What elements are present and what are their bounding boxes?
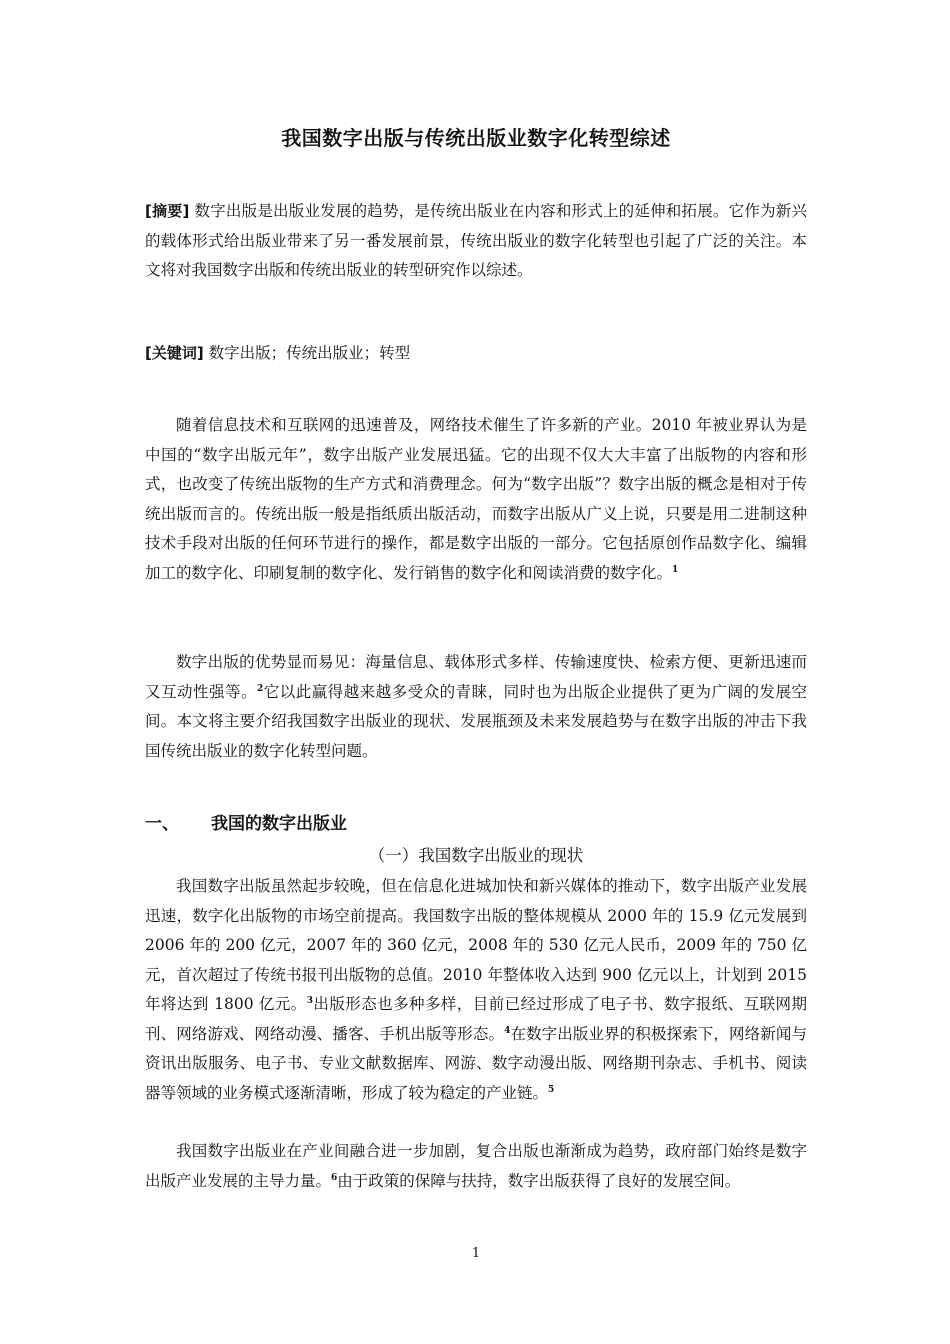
- abstract-label: [摘要]: [145, 202, 190, 220]
- keywords-paragraph: [145, 339, 807, 369]
- footnote-ref-4[interactable]: 4: [504, 1025, 511, 1036]
- footnote-ref-3[interactable]: 3: [306, 995, 313, 1006]
- footnote-ref-1[interactable]: 1: [672, 564, 679, 575]
- section-heading-1: [145, 811, 807, 837]
- intro-paragraph-1-text: 随着信息技术和互联网的迅速普及，网络技术催生了许多新的产业。2010 年被业界认为是中国的“数字出版元年”，数字出版产业发展迅猛。它的出现不仅大大丰富了出版物的内容和形式，也改变了传统出版物的生产方式和消费理念。何为“数字出版”？数字出版的概念是相对于传统出版而言的。传统出版一般是指纸质出版活动，而数字出版从广义上说，只要是用二进制这种技术手段对出版的任何环节进行的操作，都是数字出版的一部分。它包括原创作品数字化、编辑加工的数字化、印刷复制的数字化、发行销售的数字化和阅读消费的数字化。: [145, 416, 807, 582]
- section-title: 我国的数字出版业: [211, 814, 347, 834]
- body-paragraph-2: [145, 1137, 807, 1196]
- subsection-heading-1: （一）我国数字出版业的现状: [368, 846, 584, 865]
- abstract-text: 数字出版是出版业发展的趋势，是传统出版业在内容和形式上的延伸和拓展。它作为新兴的载体形式给出版业带来了另一番发展前景，传统出版业的数字化转型也引起了广泛的关注。本文将对我国数字出版和传统出版业的转型研究作以综述。: [145, 202, 807, 279]
- footnote-ref-2[interactable]: 2: [256, 683, 264, 694]
- keywords-text: 数字出版；传统出版业；转型: [203, 344, 411, 362]
- section-number: 一、: [145, 814, 179, 834]
- footnote-ref-6[interactable]: 6: [331, 1172, 338, 1183]
- body-paragraph-2-text-a: 我国数字出版业在产业间融合进一步加剧，复合出版也渐渐成为趋势，政府部门始终是数字出版产业发展的主导力量。: [145, 1142, 807, 1190]
- abstract-paragraph: [145, 197, 807, 286]
- body-paragraph-1: [145, 872, 807, 1108]
- document-title: 我国数字出版与传统出版业数字化转型综述: [281, 126, 671, 150]
- body-paragraph-1-text-c: 在数字出版业界的积极探索下，网络新闻与资讯出版服务、电子书、专业文献数据库、网游、数字动漫出版、网络期刊杂志、手机书、阅读器等领域的业务模式逐渐清晰，形成了较为稳定的产业链。: [145, 1024, 807, 1102]
- body-paragraph-2-text-b: 由于政策的保障与扶持，数字出版获得了良好的发展空间。: [337, 1171, 741, 1190]
- keywords-label: [关键词]: [145, 344, 204, 362]
- footnote-ref-5[interactable]: 5: [548, 1084, 555, 1095]
- intro-paragraph-2-text-a: 数字出版的优势显而易见：海量信息、载体形式多样、传输速度快、检索方便、更新迅速而又互动性强等。: [145, 653, 807, 701]
- intro-paragraph-1: [145, 411, 807, 588]
- page-number: 1: [471, 1246, 481, 1261]
- intro-paragraph-2: [145, 648, 807, 766]
- body-paragraph-1-text-a: 我国数字出版虽然起步较晚，但在信息化进城加快和新兴媒体的推动下，数字出版产业发展迅速，数字化出版物的市场空前提高。我国数字出版的整体规模从 2000 年的 15.9 亿元发展到 2006 年的 200 亿元，2007 年的 360 亿元，2008 年的 530 亿元人民币，2009 年的 750 亿元，首次超过了传统书报刊出版物的总值。2010 年整体收入达到 900 亿元以上，计划到 2015 年将达到 1800 亿元。: [145, 877, 807, 1013]
- body-paragraph-1-text-b: 出版形态也多种多样，目前已经过形成了电子书、数字报纸、互联网期刊、网络游戏、网络动漫、播客、手机出版等形态。: [145, 995, 807, 1043]
- intro-paragraph-2-text-b: 它以此赢得越来越多受众的青睐，同时也为出版企业提供了更为广阔的发展空间。本文将主要介绍我国数字出版业的现状、发展瓶颈及未来发展趋势与在数字出版的冲击下我国传统出版业的数字化转型问题。: [145, 682, 807, 760]
